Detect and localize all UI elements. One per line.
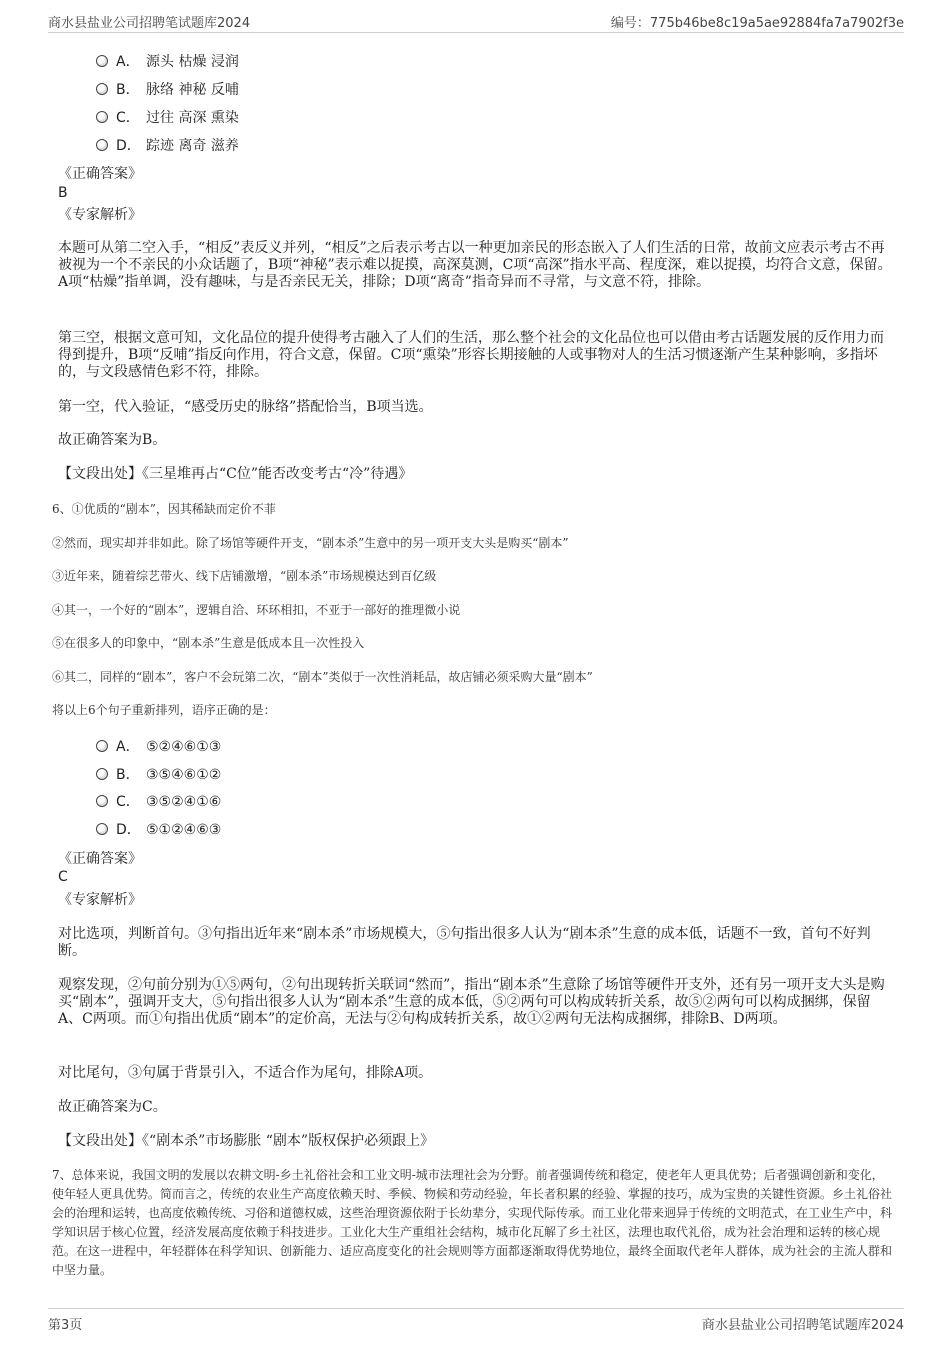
page-number: 第3页 — [48, 1318, 83, 1333]
q6-sentence-1: 6、①优质的“剧本”，因其稀缺而定价不菲 — [52, 502, 276, 516]
q5-analysis-para-2: 第三空，根据文意可知，文化品位的提升使得考古融入了人们的生活，那么整个社会的文化品位也可以借由考古话题发展的反作用力而得到提升，B项“反哺”指反向作用，符合文意，保留。C项“熏染”形容长期接触的人或事物对人的生活习惯逐渐产生某种影响，多指坏的，与文段感情色彩不符，排除。 — [58, 330, 884, 380]
q5-answer: B — [58, 185, 68, 201]
q6-option-d[interactable]: D． ⑤①②④⑥③ — [96, 820, 221, 840]
q6-analysis-para-3: 对比尾句，③句属于背景引入，不适合作为尾句，排除A项。 — [58, 1065, 433, 1081]
radio-icon[interactable] — [96, 740, 108, 752]
page-footer — [48, 1308, 904, 1333]
q5-option-c[interactable]: C． 过往 高深 熏染 — [96, 108, 239, 128]
q6-sentence-4: ④其一，一个好的“剧本”，逻辑自洽、环环相扣，不亚于一部好的推理微小说 — [52, 603, 461, 617]
page-header — [48, 10, 904, 33]
q5-analysis-label: 《专家解析》 — [58, 207, 142, 223]
radio-icon[interactable] — [96, 55, 108, 67]
q6-analysis-para-2: 观察发现，②句前分别为①⑤两句，②句出现转折关联词“然而”，指出“剧本杀”生意除了场馆等硬件开支外，还有另一项开支大头是购买“剧本”，强调开支大，⑤句指出很多人认为“剧本杀”生意的成本低，⑤②两句可以构成转折关系，故⑤②两句可以构成捆绑，保留A、C两项。而①句指出优质“剧本”的定价高，无法与②句构成转折关系，故①②两句无法构成捆绑，排除B、D两项。 — [58, 977, 885, 1027]
q5-option-b[interactable]: B． 脉络 神秘 反哺 — [96, 80, 239, 100]
q6-prompt: 将以上6个句子重新排列，语序正确的是： — [52, 703, 276, 717]
q5-answer-label: 《正确答案》 — [58, 166, 142, 182]
q6-analysis-para-1: 对比选项，判断首句。③句指出近年来“剧本杀”市场规模大，⑤句指出很多人认为“剧本杀”生意的成本低，话题不一致，首句不好判断。 — [58, 926, 871, 959]
q6-option-a[interactable]: A． ⑤②④⑥①③ — [96, 737, 221, 757]
q6-sentence-5: ⑤在很多人的印象中，“剧本杀”生意是低成本且一次性投入 — [52, 636, 365, 650]
q6-analysis-label: 《专家解析》 — [58, 892, 142, 908]
radio-icon[interactable] — [96, 83, 108, 95]
header-title: 商水县盐业公司招聘笔试题库2024 — [48, 16, 251, 31]
q6-option-c[interactable]: C． ③⑤②④①⑥ — [96, 792, 221, 812]
q6-answer-label: 《正确答案》 — [58, 851, 142, 867]
q6-sentence-2: ②然而，现实却并非如此。除了场馆等硬件开支，“剧本杀”生意中的另一项开支大头是购买“剧本” — [52, 536, 569, 550]
radio-icon[interactable] — [96, 111, 108, 123]
radio-icon[interactable] — [96, 823, 108, 835]
q5-option-d[interactable]: D． 踪迹 离奇 滋养 — [96, 136, 239, 156]
q7-passage: 7、总体来说，我国文明的发展以农耕文明-乡土礼俗社会和工业文明-城市法理社会为分野。前者强调传统和稳定，使老年人更具优势；后者强调创新和变化，使年轻人更具优势。简而言之，传统的农业生产高度依赖天时、季候、物候和劳动经验，年长者积累的经验、掌握的技巧，成为宝贵的关键性资源。乡土礼俗社会的治理和运转，也高度依赖传统、习俗和道德权威，这些治理资源依附于长幼辈分，实现代际传承。而工业化带来迥异于传统的文明范式，在工业生产中，科学知识居于核心位置，经济发展高度依赖于科技进步。工业化大生产重组社会结构，城市化瓦解了乡土社区，法理也取代礼俗，成为社会治理和运转的核心规范。在这一进程中，年轻群体在科学知识、创新能力、适应高度变化的社会规则等方面都逐渐取得优势地位，最终全面取代老年人群体，成为社会的主流人群和中坚力量。 — [52, 1168, 893, 1277]
q5-analysis-para-1: 本题可从第二空入手，“相反”表反义并列，“相反”之后表示考古以一种更加亲民的形态嵌入了人们生活的日常，故前文应表示考古不再被视为一个不亲民的小众话题了，B项“神秘”表示难以捉摸，高深莫测，C项“高深”指水平高、程度深，难以捉摸，均符合文意，保留。A项“枯燥”指单调，没有趣味，与是否亲民无关，排除；D项“离奇”指奇异而不寻常，与文意不符，排除。 — [58, 240, 892, 290]
q5-option-a[interactable]: A． 源头 枯燥 浸润 — [96, 52, 239, 72]
radio-icon[interactable] — [96, 139, 108, 151]
q6-source: 【文段出处】《“剧本杀”市场膨胀 “剧本”版权保护必须跟上》 — [58, 1133, 435, 1149]
q6-option-b[interactable]: B． ③⑤④⑥①② — [96, 765, 221, 785]
q6-sentence-6: ⑥其二，同样的“剧本”，客户不会玩第二次，“剧本”类似于一次性消耗品，故店铺必须采购大量“剧本” — [52, 670, 593, 684]
header-doc-id: 编号：775b46be8c19a5ae92884fa7a7902f3e — [610, 16, 904, 31]
q5-analysis-para-4: 故正确答案为B。 — [58, 432, 167, 448]
radio-icon[interactable] — [96, 795, 108, 807]
q6-answer: C — [58, 869, 68, 885]
footer-title: 商水县盐业公司招聘笔试题库2024 — [701, 1318, 904, 1333]
radio-icon[interactable] — [96, 768, 108, 780]
q5-analysis-para-3: 第一空，代入验证，“感受历史的脉络”搭配恰当，B项当选。 — [58, 399, 433, 415]
q5-source: 【文段出处】《三星堆再占“C位”能否改变考古“冷”待遇》 — [58, 466, 413, 482]
q6-sentence-3: ③近年来，随着综艺带火、线下店铺激增，“剧本杀”市场规模达到百亿级 — [52, 569, 437, 583]
q6-analysis-para-4: 故正确答案为C。 — [58, 1099, 167, 1115]
